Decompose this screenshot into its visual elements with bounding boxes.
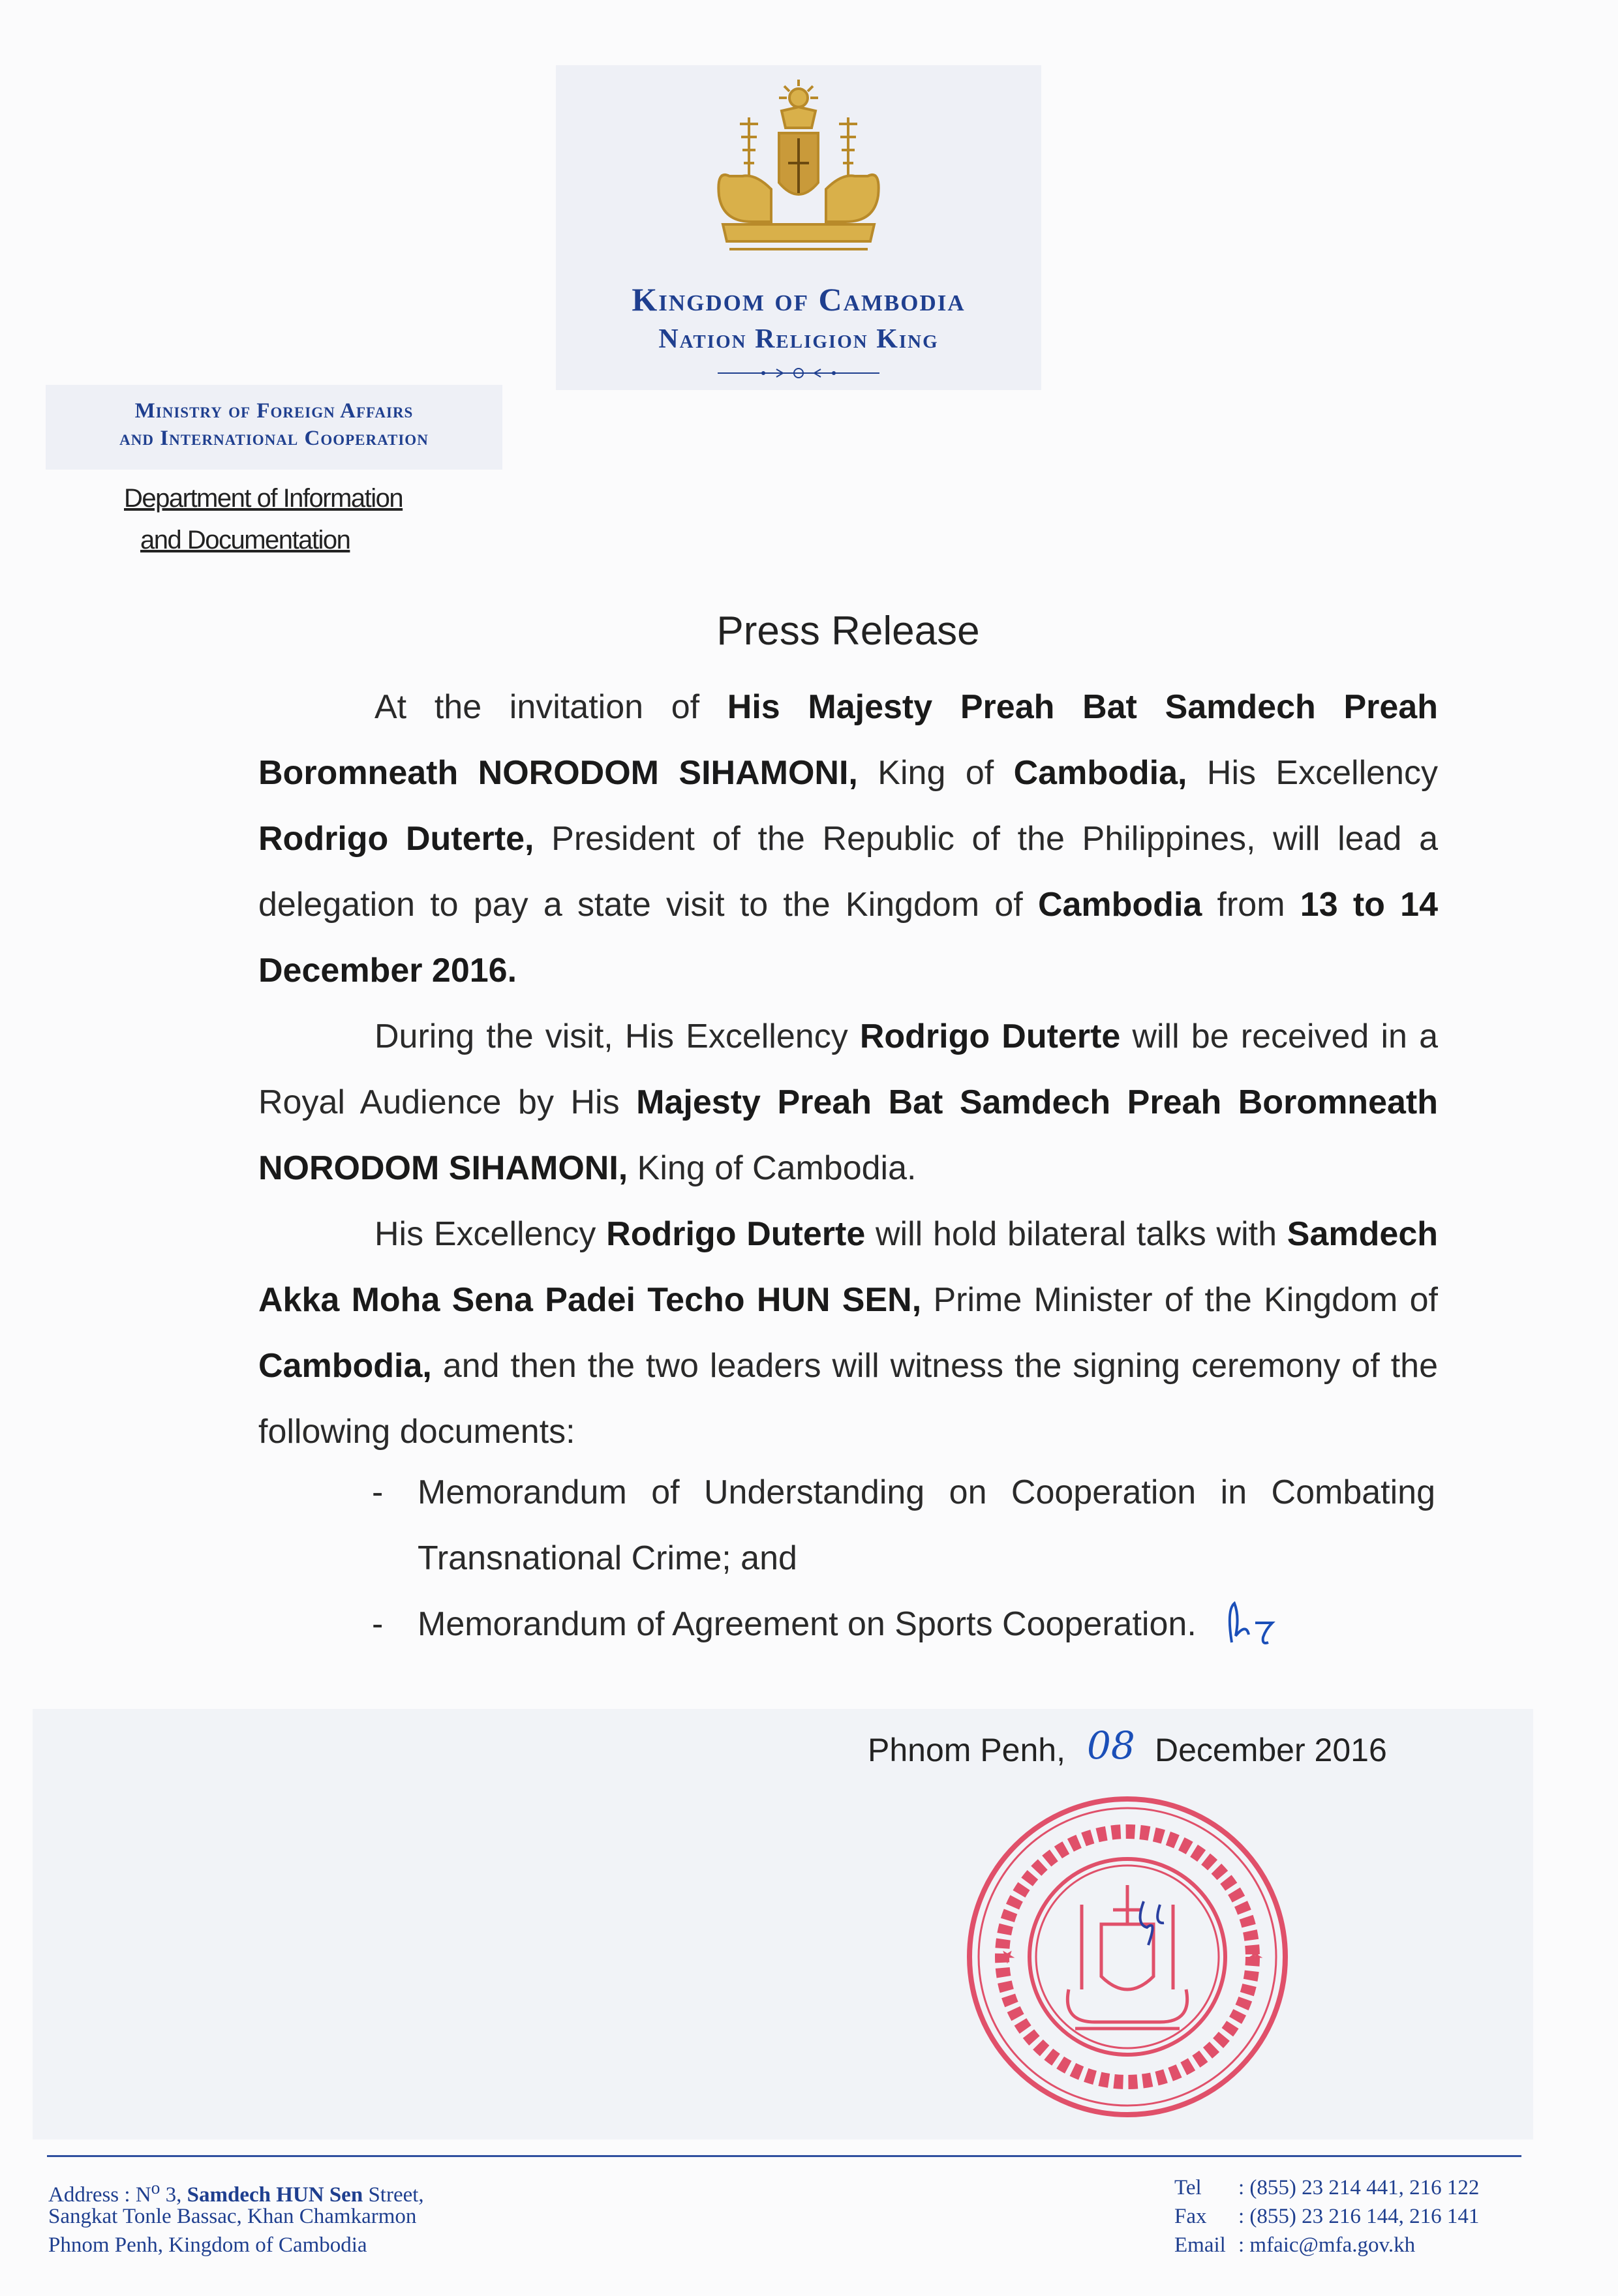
bold-run: Majesty Preah Bat Samdech Preah Boromneath NORODOM SIHAMONI,	[258, 1083, 1438, 1187]
bold-run: Rodrigo Duterte	[606, 1215, 866, 1253]
text-run: At the invitation of	[374, 688, 727, 726]
signature-area-background	[33, 1709, 1533, 2139]
bold-run: His Majesty Preah Bat Samdech Preah Boromneath NORODOM SIHAMONI,	[258, 688, 1438, 792]
fax-value: : (855) 23 216 144, 216 141	[1238, 2205, 1480, 2228]
list-item: Memorandum of Agreement on Sports Cooperation.	[418, 1605, 1197, 1643]
address-line3: Phnom Penh, Kingdom of Cambodia	[48, 2233, 367, 2257]
text-run: Prime Minister of the Kingdom of	[921, 1281, 1438, 1319]
email-label: Email	[1174, 2233, 1226, 2257]
text-run: King of Cambodia.	[628, 1149, 917, 1187]
paragraph-bilateral-talks	[258, 1201, 1438, 1465]
kingdom-title: Kingdom of Cambodia	[632, 281, 966, 318]
handwritten-date-day: 08	[1087, 1723, 1135, 1768]
bold-run: Samdech Akka Moha Sena Padei Techo HUN SEN,	[258, 1215, 1439, 1319]
text-run: from	[1202, 886, 1300, 924]
list-item: Memorandum of Understanding on Cooperation in Combating Transnational Crime; and	[418, 1473, 1435, 1577]
address-line1: Address : $N^o$ 3, Samdech HUN Sen Street,	[48, 2177, 424, 2207]
bold-run: Cambodia,	[1013, 754, 1187, 792]
text-run: His Excellency	[1187, 754, 1438, 792]
page-title: Press Release	[716, 609, 980, 654]
ministry-name-line1: Ministry of Foreign Affairs	[134, 399, 414, 423]
footer-divider	[47, 2155, 1521, 2157]
date-city: Phnom Penh,	[868, 1732, 1065, 1768]
text-run: His Excellency	[374, 1215, 607, 1253]
bold-run: Rodrigo Duterte	[859, 1018, 1121, 1055]
ornament-divider-icon	[718, 365, 879, 381]
handwritten-initials-icon	[1220, 1597, 1292, 1649]
bullet-dash: -	[372, 1473, 384, 1511]
paragraph-invitation	[258, 674, 1438, 1004]
department-line2: and Documentation	[140, 526, 350, 554]
bold-run: Cambodia	[1037, 886, 1202, 924]
tel-label: Tel	[1174, 2176, 1202, 2199]
bullet-dash: -	[372, 1605, 384, 1643]
paragraph-royal-audience	[258, 1004, 1438, 1201]
department-line1: Department of Information	[124, 484, 403, 513]
bold-run: Rodrigo Duterte,	[258, 820, 534, 858]
official-seal-stamp-icon	[964, 1794, 1290, 2120]
text-run: During the visit, His Excellency	[374, 1018, 860, 1055]
tel-value: : (855) 23 214 441, 216 122	[1238, 2176, 1480, 2199]
email-value[interactable]: : mfaic@mfa.gov.kh	[1238, 2233, 1416, 2257]
text-run: King of	[857, 754, 1014, 792]
text-run: will hold bilateral talks with	[865, 1215, 1287, 1253]
text-run: President of the Republic of the Philippines, will lead a delegation to pay a state visit to the Kingdom of	[258, 820, 1438, 924]
address-line2: Sangkat Tonle Bassac, Khan Chamkarmon	[48, 2205, 417, 2228]
text-run: will be received in a Royal Audience by His	[258, 1018, 1439, 1121]
bold-run: Cambodia,	[258, 1347, 432, 1385]
fax-label: Fax	[1174, 2205, 1207, 2228]
text-run: and then the two leaders will witness the signing ceremony of the following documents:	[258, 1347, 1438, 1451]
national-motto: Nation Religion King	[658, 324, 939, 354]
ministry-name-line2: and International Cooperation	[119, 427, 429, 450]
royal-coat-of-arms-icon	[703, 78, 894, 258]
bold-run: 13 to 14 December 2016.	[258, 886, 1438, 989]
date-month-year: December 2016	[1155, 1732, 1387, 1768]
